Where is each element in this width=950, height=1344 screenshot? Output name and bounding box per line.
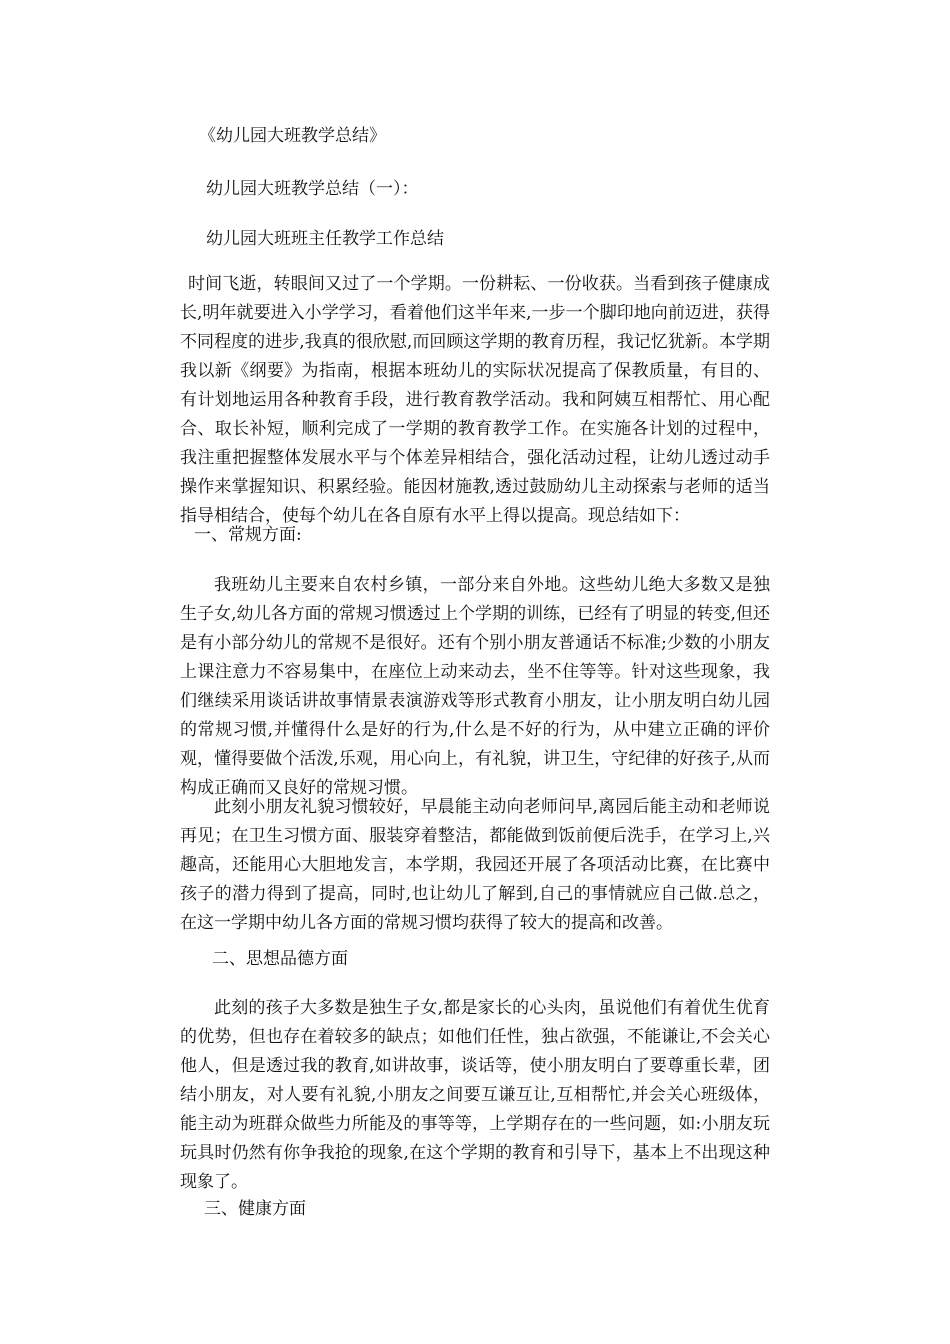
moral-paragraph-1: 此刻的孩子大多数是独生子女,都是家长的心头肉，虽说他们有着优生优育的优势，但也存在着较多的缺点；如他们任性，独占欲强，不能谦让,不会关心他人，但是透过我的教育,如讲故事，谈话等，使小朋友明白了要尊重长辈，团结小朋友，对人要有礼貌,小朋友之间要互谦互让,互相帮忙,并会关心班级体，能主动为班群众做些力所能及的事等等，上学期存在的一些问题，如:小朋友玩玩具时仍然有你争我抢的现象,在这个学期的教育和引导下，基本上不出现这种现象了。: [180, 998, 770, 1192]
section-heading-moral: 二、思想品德方面: [212, 949, 348, 969]
routine-paragraph-2: 此刻小朋友礼貌习惯较好，早晨能主动向老师问早,离园后能主动和老师说再见；在卫生习惯方面、服装穿着整洁，都能做到饭前便后洗手，在学习上,兴趣高，还能用心大胆地发言，本学期，我园还开展了各项活动比赛，在比赛中孩子的潜力得到了提高，同时,也让幼儿了解到,自己的事情就应自己做.总之，在这一学期中幼儿各方面的常规习惯均获得了较大的提高和改善。: [180, 797, 770, 933]
section-heading-health: 三、健康方面: [204, 1199, 306, 1219]
document-subtitle: 幼儿园大班教学总结（一）：: [206, 179, 419, 199]
section-heading-routine: 一、常规方面:: [194, 525, 302, 545]
document-heading: 幼儿园大班班主任教学工作总结: [206, 229, 444, 249]
intro-paragraph: 时间飞逝，转眼间又过了一个学期。一份耕耘、一份收获。当看到孩子健康成长,明年就要进入小学学习，看着他们这半年来,一步一个脚印地向前迈进，获得不同程度的进步,我真的很欣慰,而回顾这学期的教育历程，我记忆犹新。本学期我以新《纲要》为指南，根据本班幼儿的实际状况提高了保教质量，有目的、有计划地运用各种教育手段，进行教育教学活动。我和阿姨互相帮忙、用心配合、取长补短，顺利完成了一学期的教育教学工作。在实施各计划的过程中，我注重把握整体发展水平与个体差异相结合，强化活动过程，让幼儿透过动手操作来掌握知识、积累经验。能因材施教,透过鼓励幼儿主动探索与老师的适当指导相结合，使每个幼儿在各自原有水平上得以提高。现总结如下：: [180, 274, 770, 526]
routine-paragraph-1: 我班幼儿主要来自农村乡镇，一部分来自外地。这些幼儿绝大多数又是独生子女,幼儿各方面的常规习惯透过上个学期的训练，已经有了明显的转变,但还是有小部分幼儿的常规不是很好。还有个别小朋友普通话不标准;少数的小朋友上课注意力不容易集中，在座位上动来动去，坐不住等等。针对这些现象，我们继续采用谈话讲故事情景表演游戏等形式教育小朋友，让小朋友明白幼儿园的常规习惯,并懂得什么是好的行为,什么是不好的行为，从中建立正确的评价观，懂得要做个活泼,乐观，用心向上，有礼貌，讲卫生，守纪律的好孩子,从而构成正确而又良好的常规习惯。: [180, 575, 770, 798]
document-title: 《幼儿园大班教学总结》: [199, 126, 386, 146]
